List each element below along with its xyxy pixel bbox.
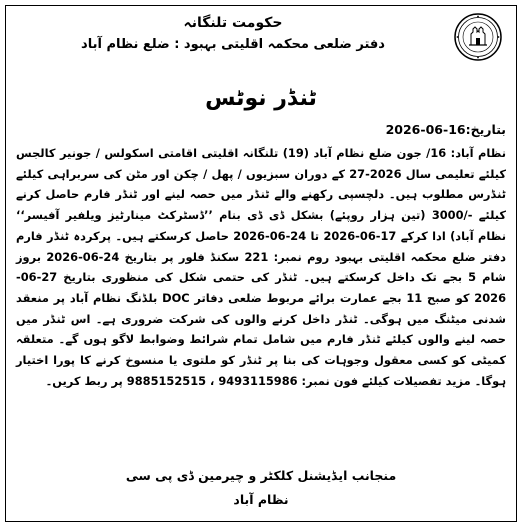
notice-date: بتاریخ:16-06-2026 bbox=[385, 122, 506, 137]
office-name: دفتر ضلعی محکمہ اقلیتی بہبود : ضلع نظام آباد bbox=[81, 37, 385, 52]
issuer-signature: منجانب ایڈیشنل کلکٹر و چیرمین ڈی پی سی bbox=[125, 468, 397, 483]
notice-body-paragraph: نظام آباد: 16/ جون ضلع نظام آباد (19) تلنگانہ اقلیتی اقامتی اسکولس / جونیر کالجس کیلئے تعلیمی سال 2026-27 کے دوران سبزیوں / پھل / چکن اور مٹن کی سربراہی کیلئے ٹنڈرس مطلوب ہیں۔ دلچسپی رکھنے والے ٹنڈر میں حصہ لینے اور ٹنڈر فارم حاصل کرنے کیلئے -/3000 (تین ہزار روپئے) بشکل ڈی ڈی بنام ’’ڈسٹرکٹ مینارٹیز ویلفیر آفیسر‘‘ نظام آباد) ادا کرکے 17-06-2026 تا 24-06-2026 حاصل کرسکتے ہیں۔ پرکردہ ٹنڈر فارم دفتر ضلع محکمہ اقلیتی بہبود روم نمبر: 221 سکنڈ فلور پر بتاریخ 24-06-2026 بروز شام 5 بجے تک داخل کرسکتے ہیں۔ ٹنڈر کی حتمی شکل کی منظوری بتاریخ 27-06-2026 کو صبح 11 بجے عمارت برائے مربوط ضلعی دفاتر DOC بلڈنگ نظام آباد پر منعقد شدنی میٹنگ میں ہوگی۔ ٹنڈر داخل کرنے والوں کی شرکت ضروری ہے۔ اس ٹنڈر میں حصہ لینے والوں کیلئے ٹنڈر فارم میں شامل تمام شرائط وضوابط لاگو ہوں گے۔ متعلقہ کمیٹی کو کسی معقول وجوہات کی بنا پر ٹنڈر کو ملتوی یا منسوخ کرنے کا پورا اختیار ہوگا۔ مزید تفصیلات کیلئے فون نمبر: 9493115986 ، 9885152515 پر ربط کریں۔ bbox=[16, 146, 507, 388]
telangana-government-seal-icon bbox=[453, 12, 503, 62]
notice-body bbox=[16, 143, 506, 391]
notice-title: ٹنڈر نوٹس bbox=[205, 86, 317, 111]
issuer-place: نظام آباد bbox=[233, 492, 289, 507]
tender-notice-page bbox=[5, 5, 517, 522]
government-name: حکومت تلنگانہ bbox=[183, 15, 283, 31]
notice-header bbox=[18, 12, 448, 56]
